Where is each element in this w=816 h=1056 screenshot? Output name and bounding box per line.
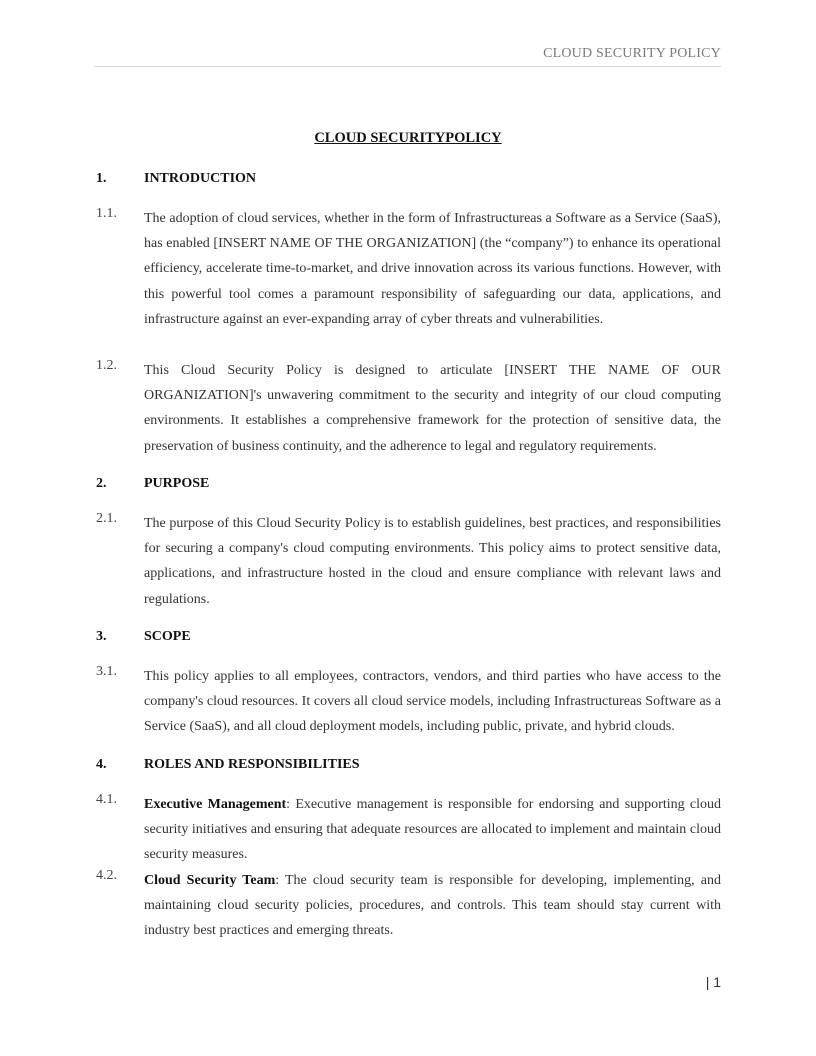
clause-text [144, 868, 721, 944]
clause-text: The adoption of cloud services, whether in the form of Infrastructureas a Software as a Service (SaaS), has enabled [INSERT NAME OF THE ORGANIZATION] (the “company”) to enhance its operational efficiency, accelerate time-to-market, and drive innovation across its various functions. However, with this powerful tool comes a paramount responsibility of safeguarding our data, applications, and infrastructure against an ever-expanding array of cyber threats and vulnerabilities. [144, 211, 721, 327]
section-title: SCOPE [144, 629, 191, 644]
section-heading-roles [96, 757, 360, 773]
clause-number: 4.1. [96, 792, 117, 807]
clause-number: 1.1. [96, 206, 117, 221]
clause-text: This Cloud Security Policy is designed to articulate [INSERT THE NAME OF OUR ORGANIZATION]'s unwavering commitment to the security and integrity of our cloud computing environments. It establishes a comprehensive framework for the protection of sensitive data, the preservation of business continuity, and the adherence to legal and regulatory requirements. [144, 363, 721, 454]
clause-number: 3.1. [96, 664, 117, 679]
clause-4-2 [96, 868, 722, 944]
section-heading-scope [96, 629, 191, 645]
clause-description: : Executive management is responsible for endorsing and supporting cloud security initiatives and ensuring that adequate resources are allocated to implement and maintain cloud security measures. [144, 797, 721, 863]
clause-1-1 [96, 206, 722, 332]
section-number: 2. [96, 476, 107, 491]
clause-description: : The cloud security team is responsible for developing, implementing, and maintaining cloud security policies, procedures, and controls. This team should stay current with industry best practices and emerging threats. [144, 873, 722, 939]
page-number: | 1 [705, 974, 721, 990]
clause-text: This policy applies to all employees, contractors, vendors, and third parties who have access to the company's cloud resources. It covers all cloud service models, including Infrastructureas Software as a Service (SaaS), and all cloud deployment models, including public, private, and hybrid clouds. [144, 669, 721, 735]
running-header: CLOUD SECURITY POLICY [94, 46, 721, 67]
section-number: 1. [96, 171, 107, 186]
section-number: 3. [96, 629, 107, 644]
clause-1-2 [96, 358, 722, 459]
clause-number: 2.1. [96, 511, 117, 526]
clause-3-1 [96, 664, 722, 740]
clause-term: Cloud Security Team [144, 873, 276, 888]
section-number: 4. [96, 757, 107, 772]
section-heading-purpose [96, 476, 209, 492]
clause-term: Executive Management [144, 797, 287, 812]
clause-4-1 [96, 792, 722, 868]
section-title: ROLES AND RESPONSIBILITIES [144, 757, 360, 772]
section-title: PURPOSE [144, 476, 210, 491]
section-heading-introduction [96, 171, 256, 187]
document-title: CLOUD SECURITYPOLICY [314, 130, 502, 146]
clause-number: 1.2. [96, 358, 117, 373]
clause-text [144, 792, 721, 868]
clause-text: The purpose of this Cloud Security Policy is to establish guidelines, best practices, and responsibilities for securing a company's cloud computing environments. This policy aims to protect sensitive data, applications, and infrastructure hosted in the cloud and ensure compliance with relevant laws and regulations. [144, 516, 721, 607]
clause-number: 4.2. [96, 868, 117, 883]
section-title: INTRODUCTION [144, 171, 257, 186]
clause-2-1 [96, 511, 722, 612]
